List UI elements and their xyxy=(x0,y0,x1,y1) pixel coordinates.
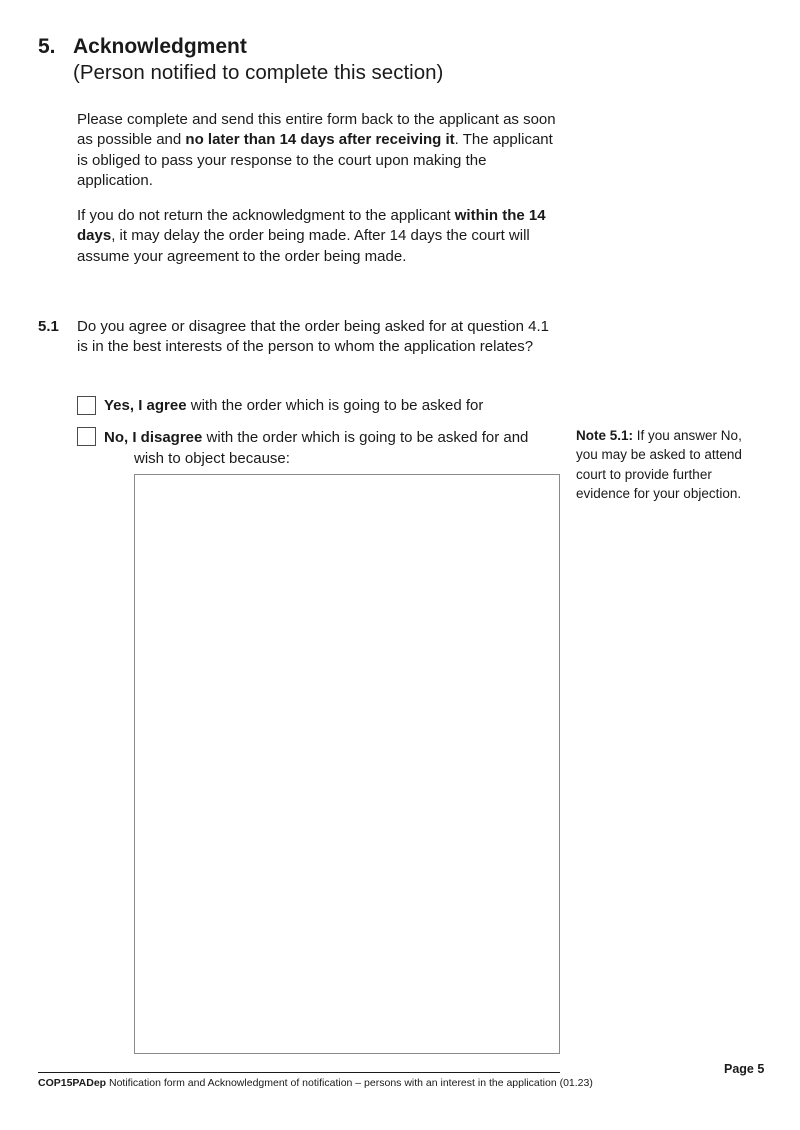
intro-p2-deadline: within the 14 days xyxy=(77,207,546,245)
question-number: 5.1 xyxy=(38,318,59,335)
disagree-option-label xyxy=(104,428,564,448)
intro-p1-text-a: Please complete and send this entire form back to the applicant as soon as possible and xyxy=(77,111,556,149)
page-number: Page 5 xyxy=(724,1062,765,1076)
footer-description: Notification form and Acknowledgment of notification – persons with an interest in the application (01.23) xyxy=(106,1077,593,1089)
intro-paragraph-2 xyxy=(77,206,557,267)
intro-p1-text-b: . The applicant is obliged to pass your response to the court upon making the application. xyxy=(77,131,553,189)
note-label: Note 5.1: xyxy=(576,428,634,443)
agree-checkbox[interactable] xyxy=(77,396,96,415)
section-title: Acknowledgment xyxy=(73,35,247,58)
agree-option-bold: Yes, I agree xyxy=(104,397,187,414)
intro-p2-text-a: If you do not return the acknowledgment to the applicant xyxy=(77,207,455,224)
disagree-checkbox[interactable] xyxy=(77,427,96,446)
objection-reason-textarea[interactable] xyxy=(134,474,560,1054)
intro-p1-deadline: no later than 14 days after receiving it xyxy=(185,131,455,149)
note-text: If you answer No, you may be asked to attend court to provide further evidence for your objection. xyxy=(576,428,742,501)
section-number: 5. xyxy=(38,35,56,58)
disagree-option-bold: No, I disagree xyxy=(104,429,203,446)
intro-paragraph-1 xyxy=(77,110,557,191)
agree-option-label xyxy=(104,396,564,416)
note-5-1 xyxy=(576,426,766,503)
footer-text xyxy=(38,1077,593,1089)
section-subtitle: (Person notified to complete this section) xyxy=(73,61,444,84)
disagree-option-continuation: wish to object because: xyxy=(134,450,290,467)
footer-divider xyxy=(38,1072,560,1073)
footer-form-code: COP15PADep xyxy=(38,1077,107,1089)
intro-p2-text-b: , it may delay the order being made. After 14 days the court will assume your agreement to the order being made. xyxy=(77,227,530,265)
agree-option-rest: with the order which is going to be asked for xyxy=(186,397,484,414)
disagree-option-rest: with the order which is going to be asked for and xyxy=(202,429,529,446)
question-text: Do you agree or disagree that the order being asked for at question 4.1 is in the best interests of the person to whom the application relates? xyxy=(77,318,549,356)
